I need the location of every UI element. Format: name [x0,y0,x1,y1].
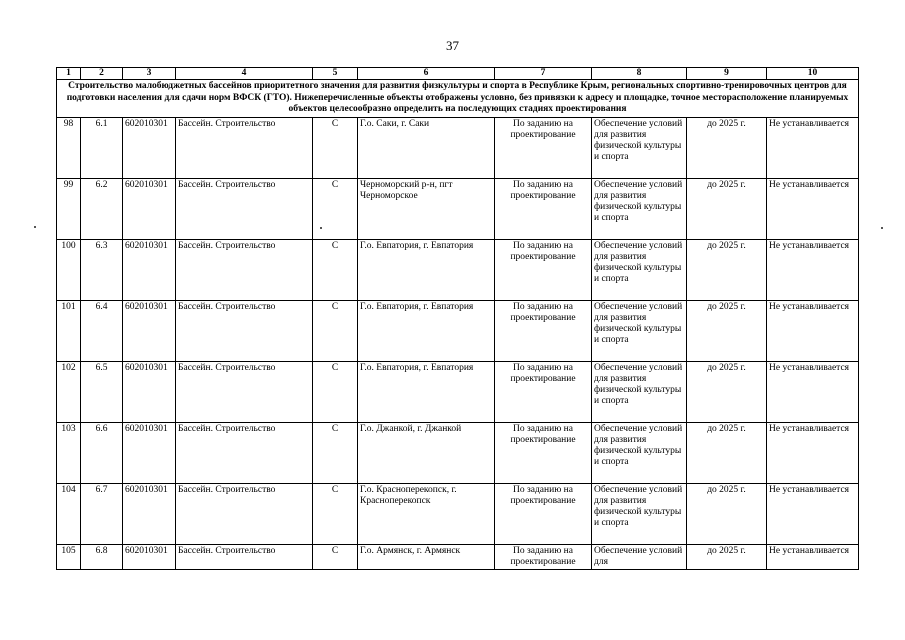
object-id-cell: 602010301 [123,483,176,544]
capacity-cell: По заданию на проектирование [495,544,592,569]
object-type-cell: С [313,361,358,422]
location-cell: Г.о. Евпатория, г. Евпатория [358,239,495,300]
object-id-cell: 602010301 [123,422,176,483]
object-name-cell: Бассейн. Строительство [176,117,313,178]
object-type-cell: С [313,239,358,300]
capacity-cell: По заданию на проектирование [495,361,592,422]
object-id-cell: 602010301 [123,300,176,361]
table-row [57,239,859,300]
object-name-cell: Бассейн. Строительство [176,239,313,300]
scan-speck [34,226,36,228]
row-number-cell: 100 [57,239,81,300]
location-cell: Г.о. Армянск, г. Армянск [358,544,495,569]
object-id-cell: 602010301 [123,361,176,422]
row-number-cell: 104 [57,483,81,544]
table-row [57,178,859,239]
row-number-cell: 103 [57,422,81,483]
zone-cell: Не устанавливается [767,239,859,300]
deadline-cell: до 2025 г. [687,422,767,483]
column-header: 8 [592,68,687,80]
purpose-cell: Обеспечение условий для развития физической культуры и спорта [592,422,687,483]
row-number-cell: 99 [57,178,81,239]
object-name-cell: Бассейн. Строительство [176,422,313,483]
location-cell: Г.о. Евпатория, г. Евпатория [358,361,495,422]
column-number-row [57,68,859,80]
item-code-cell: 6.1 [81,117,123,178]
purpose-cell: Обеспечение условий для развития физической культуры и спорта [592,239,687,300]
column-header: 5 [313,68,358,80]
item-code-cell: 6.5 [81,361,123,422]
zone-cell: Не устанавливается [767,178,859,239]
location-cell: Черноморский р-н, пгт Черноморское [358,178,495,239]
column-header: 9 [687,68,767,80]
capacity-cell: По заданию на проектирование [495,117,592,178]
object-name-cell: Бассейн. Строительство [176,483,313,544]
location-cell: Г.о. Евпатория, г. Евпатория [358,300,495,361]
section-intro-row [57,80,859,118]
column-header: 10 [767,68,859,80]
capacity-cell: По заданию на проектирование [495,300,592,361]
table-row [57,544,859,569]
table-row [57,300,859,361]
object-name-cell: Бассейн. Строительство [176,544,313,569]
object-type-cell: С [313,483,358,544]
item-code-cell: 6.3 [81,239,123,300]
location-cell: Г.о. Красноперекопск, г. Красноперекопск [358,483,495,544]
object-id-cell: 602010301 [123,117,176,178]
zone-cell: Не устанавливается [767,483,859,544]
object-id-cell: 602010301 [123,239,176,300]
purpose-cell: Обеспечение условий для развития физической культуры и спорта [592,178,687,239]
purpose-cell: Обеспечение условий для развития физической культуры и спорта [592,361,687,422]
zone-cell: Не устанавливается [767,361,859,422]
column-header: 1 [57,68,81,80]
deadline-cell: до 2025 г. [687,178,767,239]
zone-cell: Не устанавливается [767,422,859,483]
deadline-cell: до 2025 г. [687,117,767,178]
table-row [57,361,859,422]
object-type-cell: С [313,117,358,178]
object-id-cell: 602010301 [123,178,176,239]
object-type-cell: С [313,300,358,361]
location-cell: Г.о. Саки, г. Саки [358,117,495,178]
row-number-cell: 105 [57,544,81,569]
capacity-cell: По заданию на проектирование [495,239,592,300]
location-cell: Г.о. Джанкой, г. Джанкой [358,422,495,483]
zone-cell: Не устанавливается [767,117,859,178]
planned-objects-table [56,67,859,570]
item-code-cell: 6.8 [81,544,123,569]
row-number-cell: 101 [57,300,81,361]
purpose-cell: Обеспечение условий для [592,544,687,569]
column-header: 6 [358,68,495,80]
column-header: 3 [123,68,176,80]
column-header: 4 [176,68,313,80]
deadline-cell: до 2025 г. [687,544,767,569]
object-name-cell: Бассейн. Строительство [176,178,313,239]
capacity-cell: По заданию на проектирование [495,422,592,483]
scan-speck [881,227,883,229]
deadline-cell: до 2025 г. [687,361,767,422]
object-id-cell: 602010301 [123,544,176,569]
capacity-cell: По заданию на проектирование [495,178,592,239]
zone-cell: Не устанавливается [767,544,859,569]
object-name-cell: Бассейн. Строительство [176,300,313,361]
page-number: 37 [446,38,459,53]
table-row [57,422,859,483]
item-code-cell: 6.7 [81,483,123,544]
column-header: 7 [495,68,592,80]
section-intro: Строительство малобюджетных бассейнов приоритетного значения для развития физкультуры и спорта в Республике Крым, региональных спортивно-тренировочных центров для подготовки населения для сдачи норм ВФСК (ГТО). Нижеперечисленные объекты отображены условно, без привязки к адресу и площадке, точное месторасположение планируемых объектов целесообразно определить на последующих стадиях проектирования [57,80,859,118]
purpose-cell: Обеспечение условий для развития физической культуры и спорта [592,300,687,361]
deadline-cell: до 2025 г. [687,239,767,300]
row-number-cell: 102 [57,361,81,422]
item-code-cell: 6.6 [81,422,123,483]
object-type-cell: С [313,178,358,239]
deadline-cell: до 2025 г. [687,300,767,361]
column-header: 2 [81,68,123,80]
zone-cell: Не устанавливается [767,300,859,361]
purpose-cell: Обеспечение условий для развития физической культуры и спорта [592,117,687,178]
item-code-cell: 6.4 [81,300,123,361]
capacity-cell: По заданию на проектирование [495,483,592,544]
object-name-cell: Бассейн. Строительство [176,361,313,422]
table-row [57,117,859,178]
object-type-cell: С [313,422,358,483]
object-type-cell: С [313,544,358,569]
purpose-cell: Обеспечение условий для развития физической культуры и спорта [592,483,687,544]
deadline-cell: до 2025 г. [687,483,767,544]
row-number-cell: 98 [57,117,81,178]
table-row [57,483,859,544]
item-code-cell: 6.2 [81,178,123,239]
